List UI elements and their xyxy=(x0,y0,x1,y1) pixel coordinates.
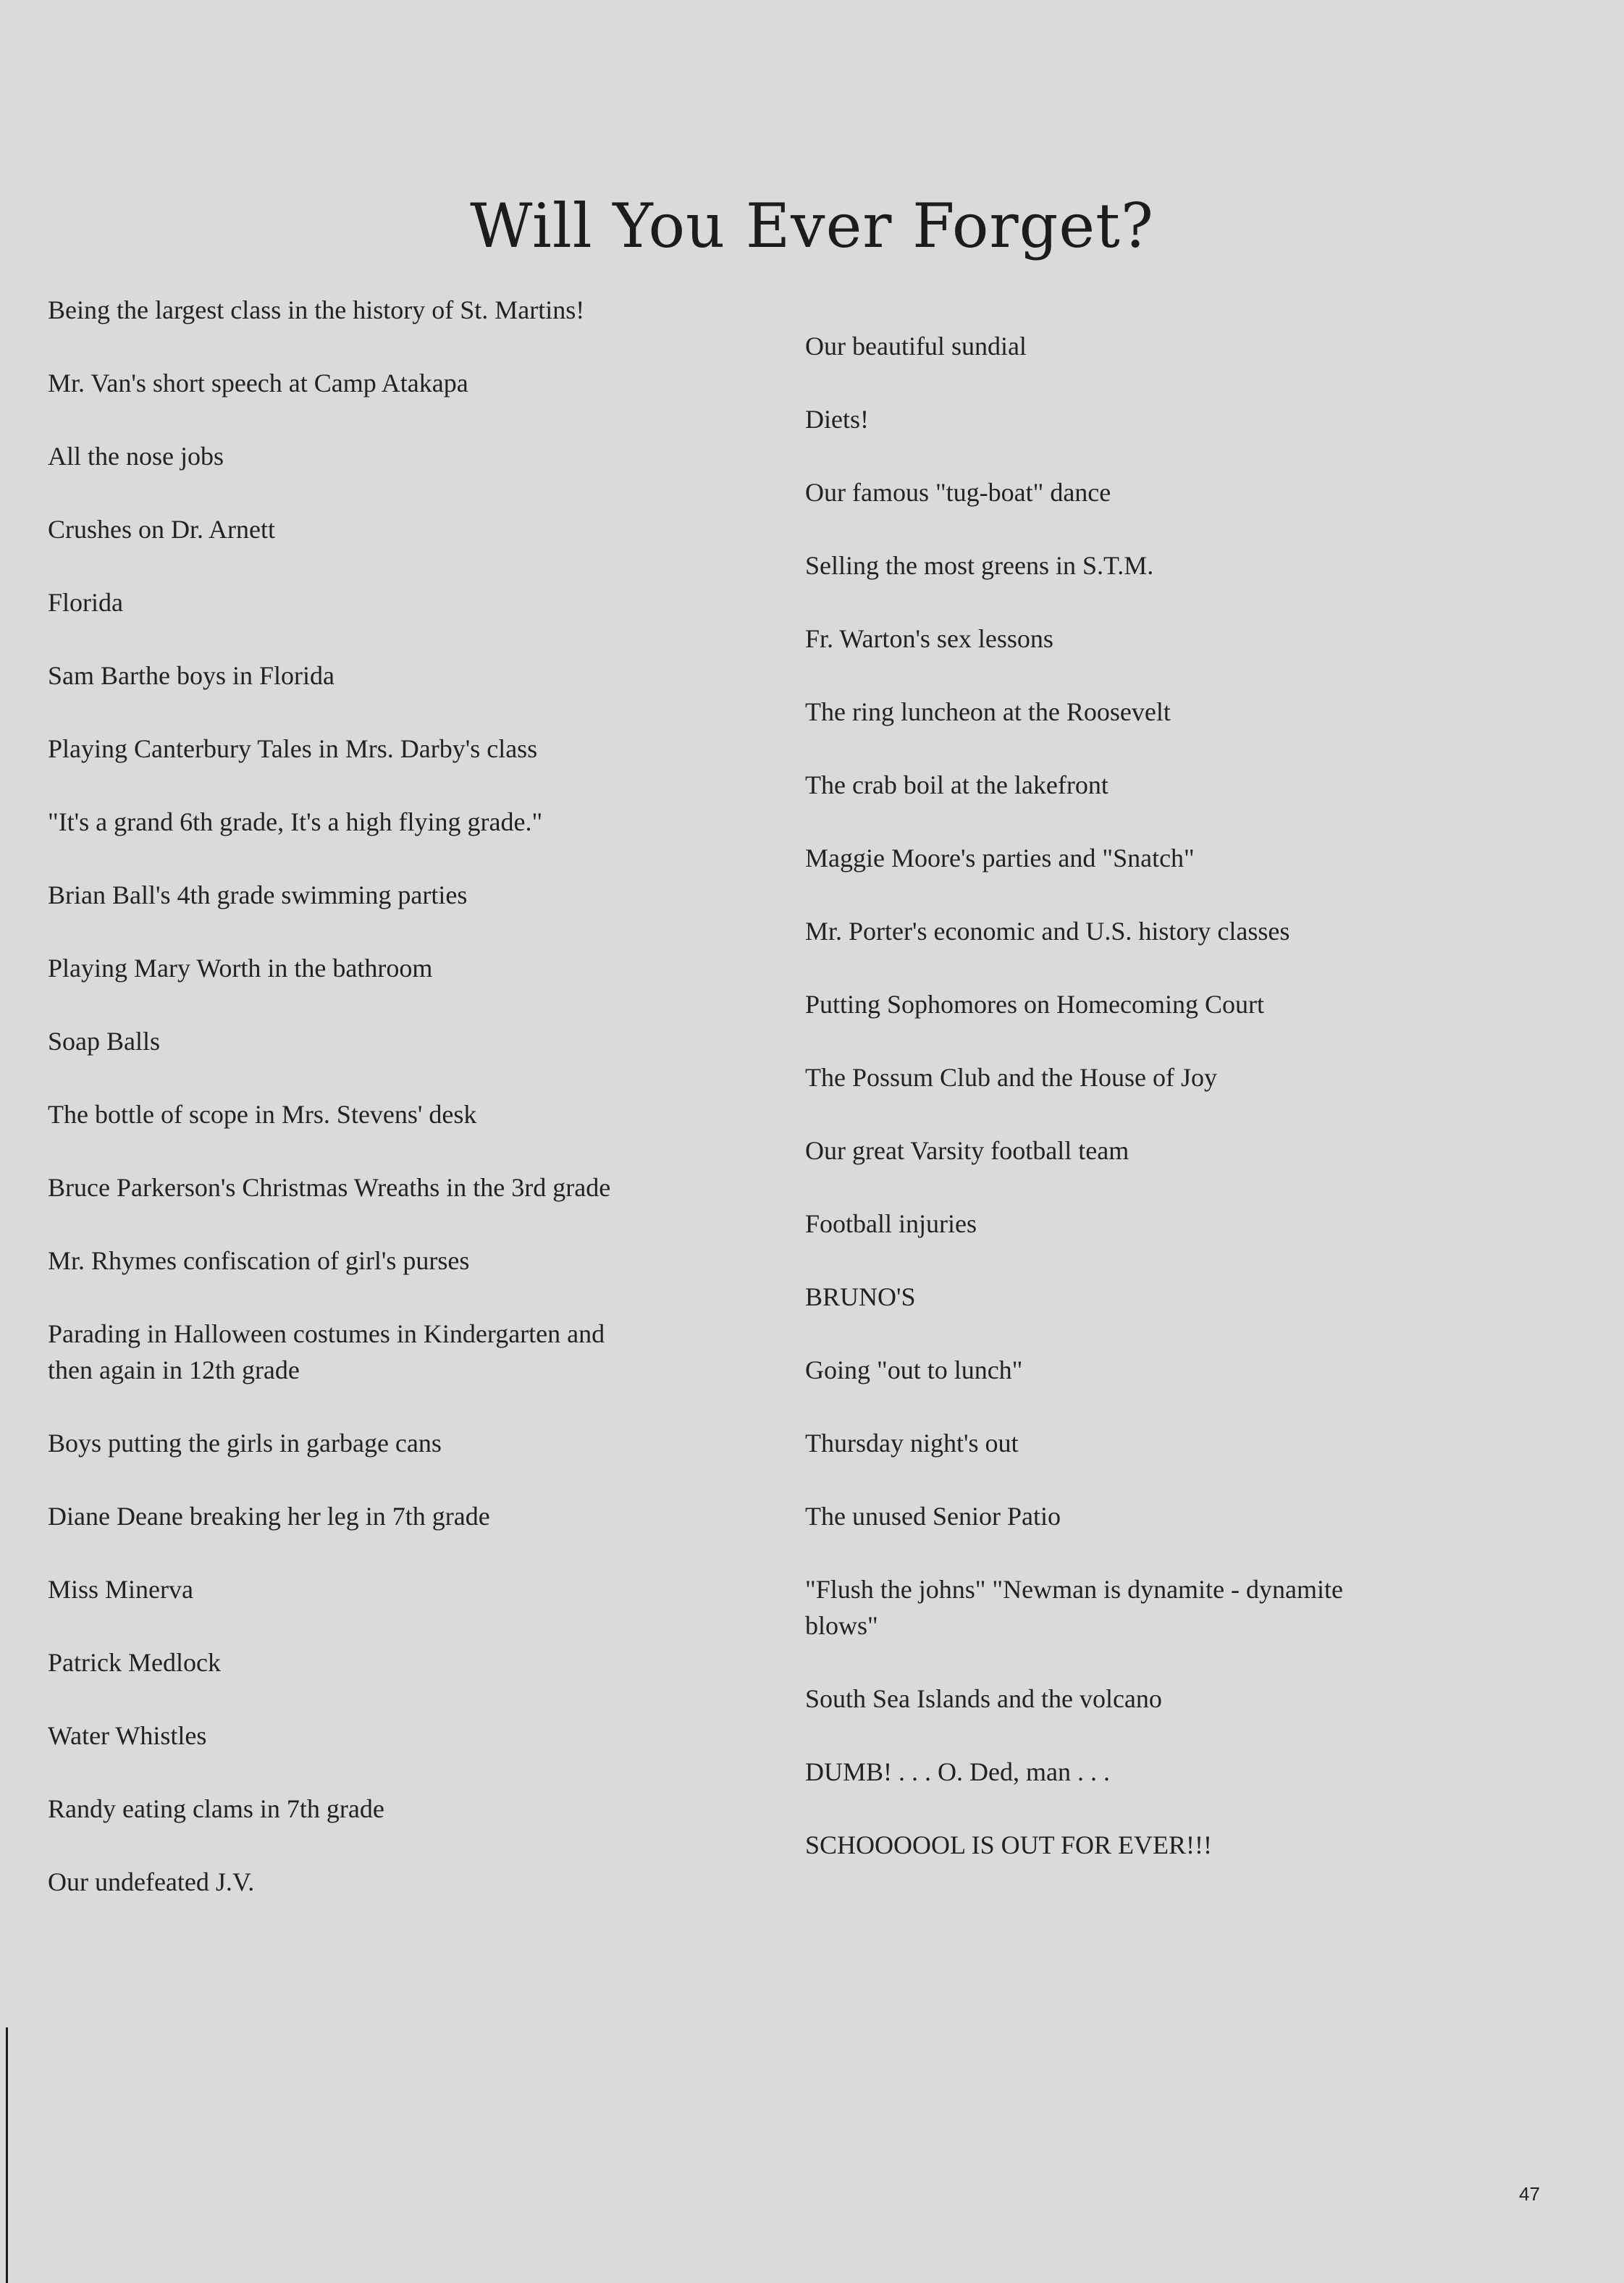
list-item: Mr. Van's short speech at Camp Atakapa xyxy=(48,369,468,398)
list-item: Playing Mary Worth in the bathroom xyxy=(48,954,433,983)
list-item: Playing Canterbury Tales in Mrs. Darby's class xyxy=(48,734,538,763)
list-item: Florida xyxy=(48,588,123,617)
list-item: Randy eating clams in 7th grade xyxy=(48,1794,384,1823)
list-item: The bottle of scope in Mrs. Stevens' desk xyxy=(48,1100,477,1129)
page-number: 47 xyxy=(1519,2183,1540,2205)
list-item: Putting Sophomores on Homecoming Court xyxy=(805,990,1264,1019)
memories-list-right xyxy=(805,328,1544,1900)
list-item: Our famous "tug-boat" dance xyxy=(805,478,1111,507)
list-item: "It's a grand 6th grade, It's a high flying grade." xyxy=(48,807,543,836)
list-item: The crab boil at the lakefront xyxy=(805,770,1108,799)
list-item: "Flush the johns" "Newman is dynamite - dynamite blows" xyxy=(805,1575,1343,1640)
list-item: Selling the most greens in S.T.M. xyxy=(805,551,1154,580)
binding-edge xyxy=(6,2027,8,2283)
list-item: Being the largest class in the history of St. Martins! xyxy=(48,295,585,324)
list-item: The Possum Club and the House of Joy xyxy=(805,1063,1217,1092)
list-item: Crushes on Dr. Arnett xyxy=(48,515,275,544)
list-item: South Sea Islands and the volcano xyxy=(805,1684,1162,1713)
list-item: The ring luncheon at the Roosevelt xyxy=(805,697,1171,726)
page-title: Will You Ever Forget? xyxy=(470,190,1154,261)
list-item: The unused Senior Patio xyxy=(805,1502,1061,1531)
list-item: DUMB! . . . O. Ded, man . . . xyxy=(805,1757,1110,1786)
list-item: Parading in Halloween costumes in Kindergarten and then again in 12th grade xyxy=(48,1319,605,1384)
list-item: Mr. Porter's economic and U.S. history classes xyxy=(805,917,1290,946)
list-item: Fr. Warton's sex lessons xyxy=(805,624,1053,653)
list-item: Boys putting the girls in garbage cans xyxy=(48,1429,442,1458)
list-item: SCHOOOOOL IS OUT FOR EVER!!! xyxy=(805,1830,1213,1859)
list-item: Going "out to lunch" xyxy=(805,1355,1023,1384)
list-item: Maggie Moore's parties and "Snatch" xyxy=(805,844,1195,873)
list-item: Mr. Rhymes confiscation of girl's purses xyxy=(48,1246,470,1275)
list-item: All the nose jobs xyxy=(48,442,224,471)
list-item: Soap Balls xyxy=(48,1027,161,1056)
list-item: Our undefeated J.V. xyxy=(48,1867,255,1896)
list-item: Bruce Parkerson's Christmas Wreaths in the 3rd grade xyxy=(48,1173,611,1202)
list-item: Diets! xyxy=(805,405,869,434)
list-item: Water Whistles xyxy=(48,1721,207,1750)
list-item: BRUNO'S xyxy=(805,1282,916,1311)
list-item: Diane Deane breaking her leg in 7th grade xyxy=(48,1502,490,1531)
list-item: Our great Varsity football team xyxy=(805,1136,1129,1165)
list-item: Sam Barthe boys in Florida xyxy=(48,661,335,690)
list-item: Football injuries xyxy=(805,1209,977,1238)
list-item: Brian Ball's 4th grade swimming parties xyxy=(48,880,468,909)
list-item: Our beautiful sundial xyxy=(805,332,1027,361)
memories-list-left xyxy=(48,292,772,1937)
list-item: Miss Minerva xyxy=(48,1575,193,1604)
list-item: Thursday night's out xyxy=(805,1429,1019,1458)
list-item: Patrick Medlock xyxy=(48,1648,221,1677)
